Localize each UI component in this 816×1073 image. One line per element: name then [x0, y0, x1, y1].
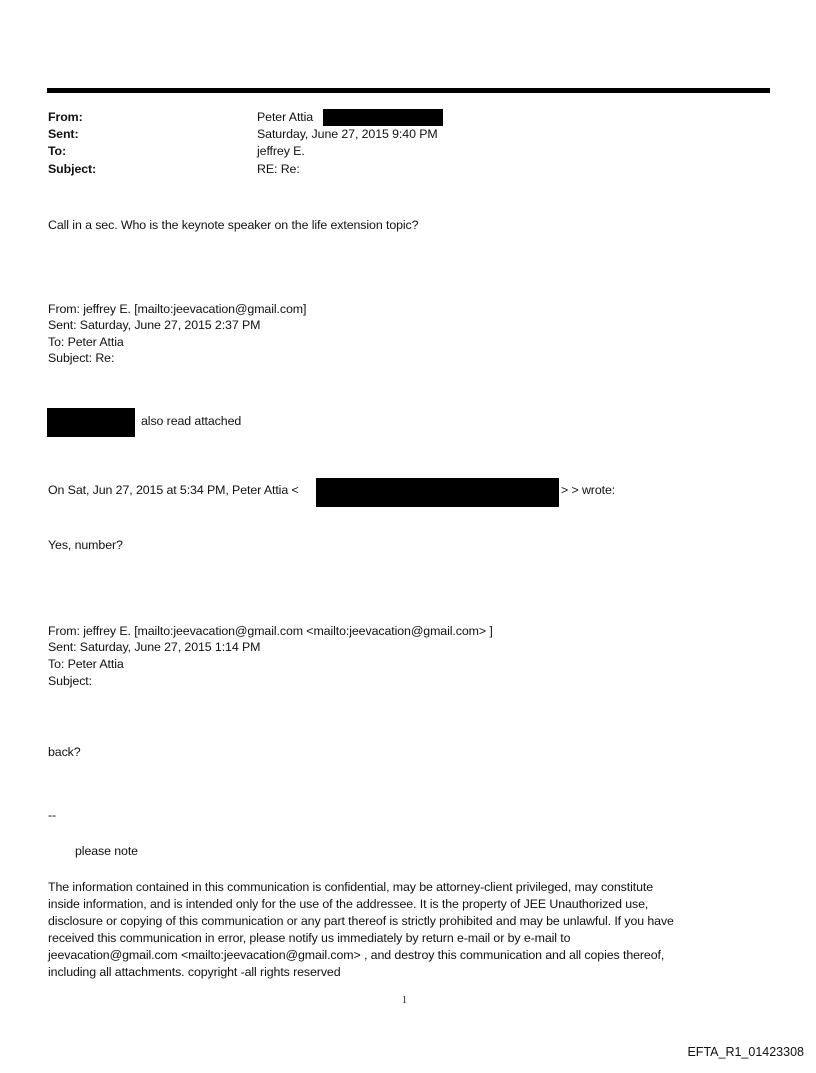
quote1-sent: Sent: Saturday, June 27, 2015 2:37 PM — [48, 318, 261, 332]
sent-value: Saturday, June 27, 2015 9:40 PM — [257, 127, 438, 141]
quote2-to: To: Peter Attia — [48, 657, 124, 671]
quote2-subject: Subject: — [48, 674, 92, 688]
header-rule — [47, 88, 770, 93]
redaction-box — [323, 109, 443, 126]
page-number: 1 — [402, 995, 407, 1006]
disclaimer-line: received this communication in error, please notify us immediately by return e-mail or by e-mail to — [48, 931, 571, 945]
quote1-message: also read attached — [141, 414, 242, 428]
quote2-sent: Sent: Saturday, June 27, 2015 1:14 PM — [48, 640, 261, 654]
quote2-message: back? — [48, 745, 81, 759]
from-label: From: — [48, 110, 83, 124]
sent-label: Sent: — [48, 127, 79, 141]
wrote-line-suffix: > > wrote: — [561, 483, 616, 497]
quote2-from: From: jeffrey E. [mailto:jeevacation@gmail.com <mailto:jeevacation@gmail.com> ] — [48, 624, 493, 638]
subject-value: RE: Re: — [257, 162, 300, 176]
document-id: EFTA_R1_01423308 — [687, 1045, 804, 1059]
redaction-box — [47, 408, 135, 437]
to-value: jeffrey E. — [257, 144, 305, 158]
please-note: please note — [75, 844, 138, 858]
redaction-box — [316, 478, 559, 507]
reply-text: Yes, number? — [48, 538, 123, 552]
signature-separator: -- — [48, 808, 57, 822]
subject-label: Subject: — [48, 162, 97, 176]
disclaimer-line: The information contained in this communication is confidential, may be attorney-client privileged, may constitute — [48, 880, 653, 894]
from-value: Peter Attia — [257, 110, 314, 124]
quote1-to: To: Peter Attia — [48, 335, 124, 349]
disclaimer-line: jeevacation@gmail.com <mailto:jeevacation@gmail.com> , and destroy this communication and all copies thereof, — [48, 948, 665, 962]
quote1-subject: Subject: Re: — [48, 351, 115, 365]
wrote-line-prefix: On Sat, Jun 27, 2015 at 5:34 PM, Peter Attia < — [48, 483, 299, 497]
disclaimer-line: disclosure or copying of this communication or any part thereof is strictly prohibited and may be unlawful. If you have — [48, 914, 674, 928]
disclaimer-line: including all attachments. copyright -all rights reserved — [48, 965, 341, 979]
to-label: To: — [48, 144, 67, 158]
message-body: Call in a sec. Who is the keynote speaker on the life extension topic? — [48, 218, 419, 232]
quote1-from: From: jeffrey E. [mailto:jeevacation@gmail.com] — [48, 302, 307, 316]
disclaimer-line: inside information, and is intended only for the use of the addressee. It is the property of JEE Unauthorized use, — [48, 897, 649, 911]
